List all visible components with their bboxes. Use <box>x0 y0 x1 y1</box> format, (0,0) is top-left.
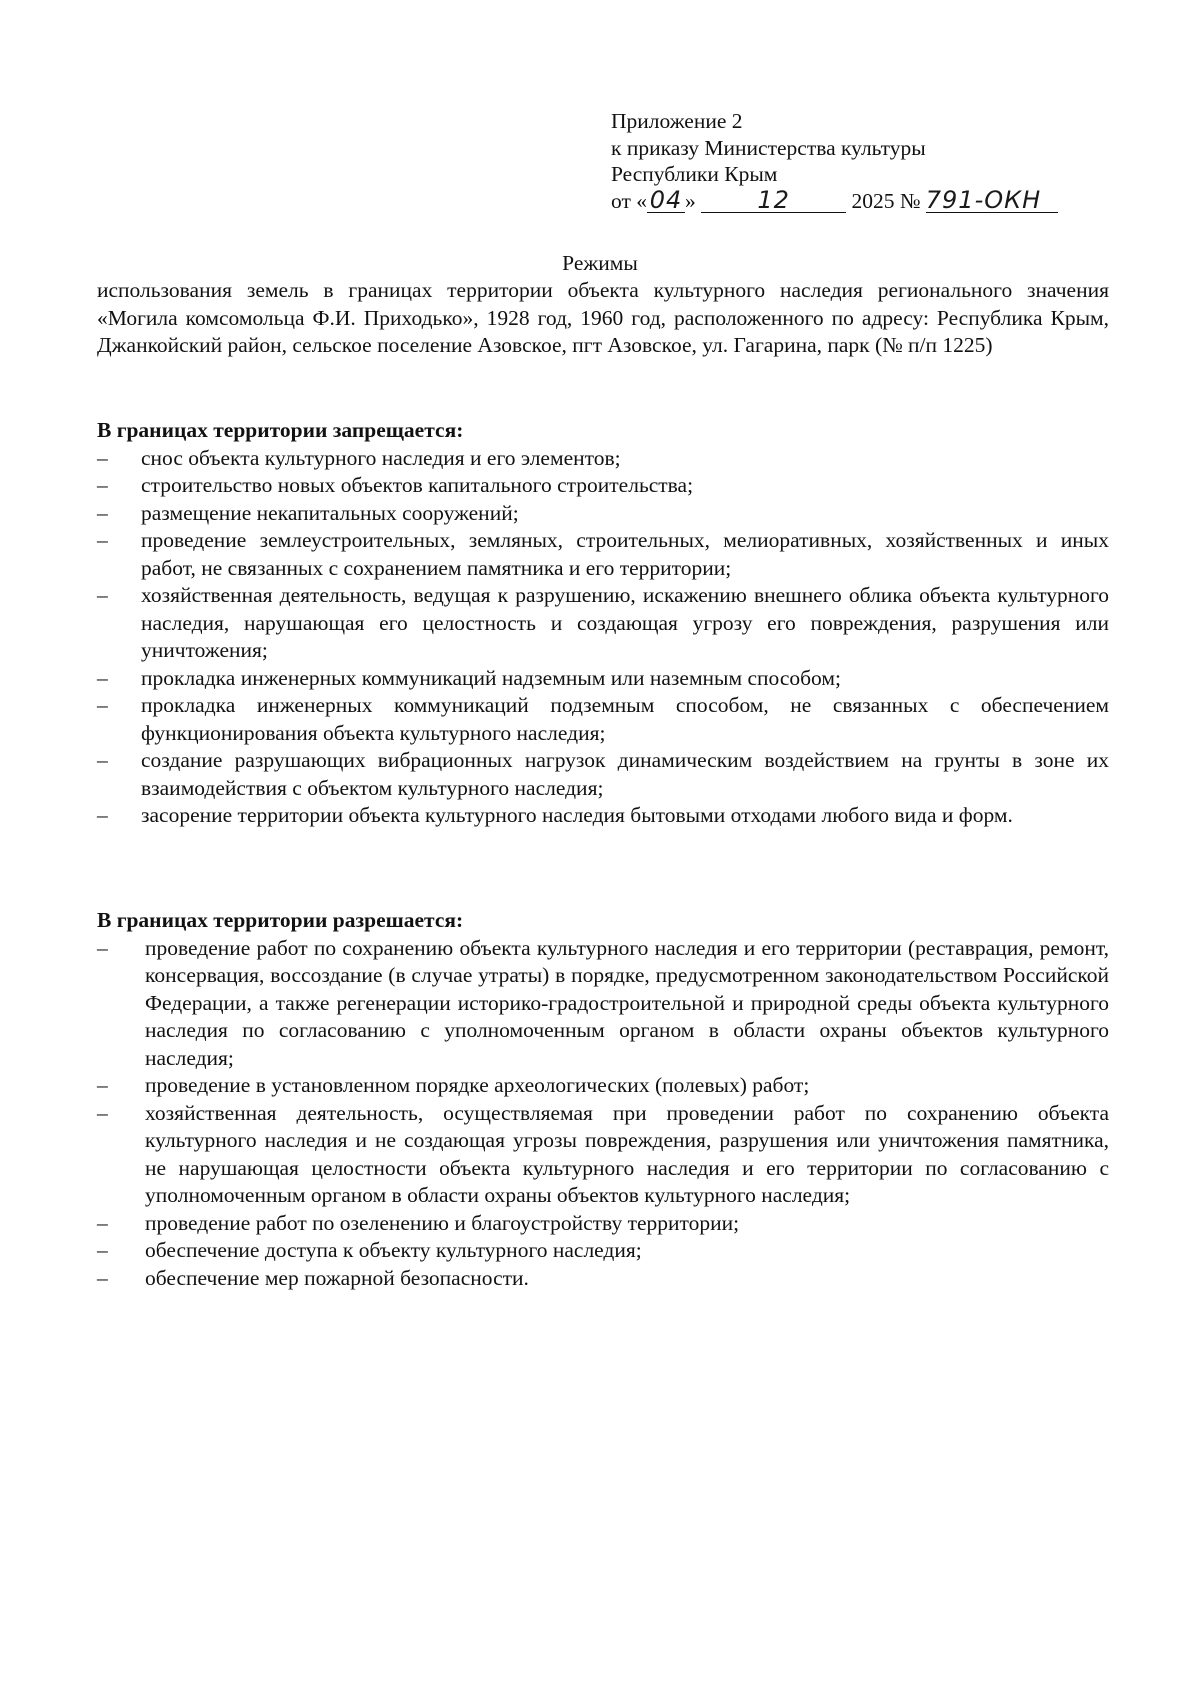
annex-date-line <box>611 185 1131 220</box>
list-item-text: строительство новых объектов капитального строительства; <box>141 473 694 497</box>
dash-bullet: – <box>97 1073 108 1097</box>
list-item <box>97 1237 1109 1265</box>
document-intro: использования земель в границах территории объекта культурного наследия регионального значения «Могила комсомольца Ф.И. Приходько», 1928 год, 1960 год, расположенного по адресу: Республика Крым, Джанкойский район, сельское поселение Азовское, пгт Азовское, ул. Гагарина, парк (№ п/п 1225) <box>97 278 1109 357</box>
list-item <box>97 802 1109 830</box>
list-item-text: размещение некапитальных сооружений; <box>141 500 519 525</box>
dash-bullet: – <box>97 473 108 497</box>
list-item-text: проведение землеустроительных, земляных, строительных, мелиоративных, хозяйственных и иных работ, не связанных с сохранением памятника и его территории; <box>141 528 1109 580</box>
allowed-list <box>97 935 1109 1293</box>
list-item <box>97 500 1109 528</box>
list-item-text: обеспечение мер пожарной безопасности. <box>145 1265 529 1290</box>
date-day-handwritten: 04 <box>647 188 685 213</box>
list-item <box>97 527 1109 582</box>
prohibited-section <box>97 417 1109 830</box>
list-item-text: засорение территории объекта культурного наследия бытовыми отходами любого вида и форм. <box>141 803 1013 827</box>
dash-bullet: – <box>97 1210 108 1235</box>
allowed-section <box>97 907 1109 1292</box>
annex-republic: Республики Крым <box>611 162 778 186</box>
list-item <box>97 582 1109 665</box>
list-item-text: прокладка инженерных коммуникаций подземным способом, не связанных с обеспечением функционирования объекта культурного наследия; <box>141 693 1109 745</box>
dash-bullet: – <box>97 665 108 690</box>
dash-bullet: – <box>97 445 108 470</box>
annex-title: Приложение 2 <box>611 109 743 133</box>
list-item <box>97 445 1109 473</box>
dash-bullet: – <box>97 693 108 717</box>
list-item <box>97 1072 1109 1100</box>
list-item <box>97 1210 1109 1238</box>
list-item <box>97 747 1109 802</box>
document-title: Режимы <box>562 251 638 275</box>
date-month-handwritten: 12 <box>701 188 846 213</box>
annex-order-ref: к приказу Министерства культуры <box>611 135 926 160</box>
list-item-text: обеспечение доступа к объекту культурного наследия; <box>145 1238 642 1262</box>
list-item <box>97 1265 1109 1293</box>
list-item <box>97 1100 1109 1210</box>
order-number-handwritten: 791-ОКН <box>926 188 1058 213</box>
list-item-text: проведение работ по озеленению и благоустройству территории; <box>145 1210 740 1235</box>
dash-bullet: – <box>97 1238 108 1262</box>
annex-block <box>611 108 1131 220</box>
list-item <box>97 692 1109 747</box>
dash-bullet: – <box>97 583 108 607</box>
dash-bullet: – <box>97 1265 108 1290</box>
dash-bullet: – <box>97 528 108 552</box>
date-year: 2025 № <box>851 188 921 213</box>
prohibited-list <box>97 445 1109 830</box>
date-mid: » <box>685 188 696 213</box>
list-item <box>97 665 1109 693</box>
dash-bullet: – <box>97 935 108 960</box>
dash-bullet: – <box>97 1100 108 1125</box>
list-item-text: проведение работ по сохранению объекта культурного наследия и его территории (реставрация, ремонт, консервация, воссоздание (в случае утраты) в порядке, предусмотренном законодательством Российской Федерации, а также регенерации историко-градостроительной и природной среды объекта культурного наследия по согласованию с уполномоченным органом в области охраны объектов культурного наследия; <box>145 935 1109 1070</box>
list-item-text: хозяйственная деятельность, осуществляемая при проведении работ по сохранению объекта культурного наследия и не создающая угрозы повреждения, разрушения или уничтожения памятника, не нарушающая целостности объекта культурного наследия и его территории по согласованию с уполномоченным органом в области охраны объектов культурного наследия; <box>145 1100 1109 1207</box>
list-item-text: прокладка инженерных коммуникаций надземным или наземным способом; <box>141 665 841 690</box>
prohibited-heading: В границах территории запрещается: <box>97 418 464 442</box>
list-item-text: проведение в установленном порядке археологических (полевых) работ; <box>145 1073 810 1097</box>
dash-bullet: – <box>97 803 108 827</box>
dash-bullet: – <box>97 748 108 772</box>
list-item <box>97 935 1109 1073</box>
date-prefix: от « <box>611 188 647 213</box>
allowed-heading: В границах территории разрешается: <box>97 908 464 932</box>
list-item-text: хозяйственная деятельность, ведущая к разрушению, искажению внешнего облика объекта культурного наследия, нарушающая его целостность и создающая угрозу его повреждения, разрушения или уничтожения; <box>141 583 1109 662</box>
list-item-text: снос объекта культурного наследия и его элементов; <box>141 445 621 470</box>
list-item-text: создание разрушающих вибрационных нагрузок динамическим воздействием на грунты в зоне их взаимодействия с объектом культурного наследия; <box>141 748 1109 800</box>
list-item <box>97 472 1109 500</box>
dash-bullet: – <box>97 500 108 525</box>
